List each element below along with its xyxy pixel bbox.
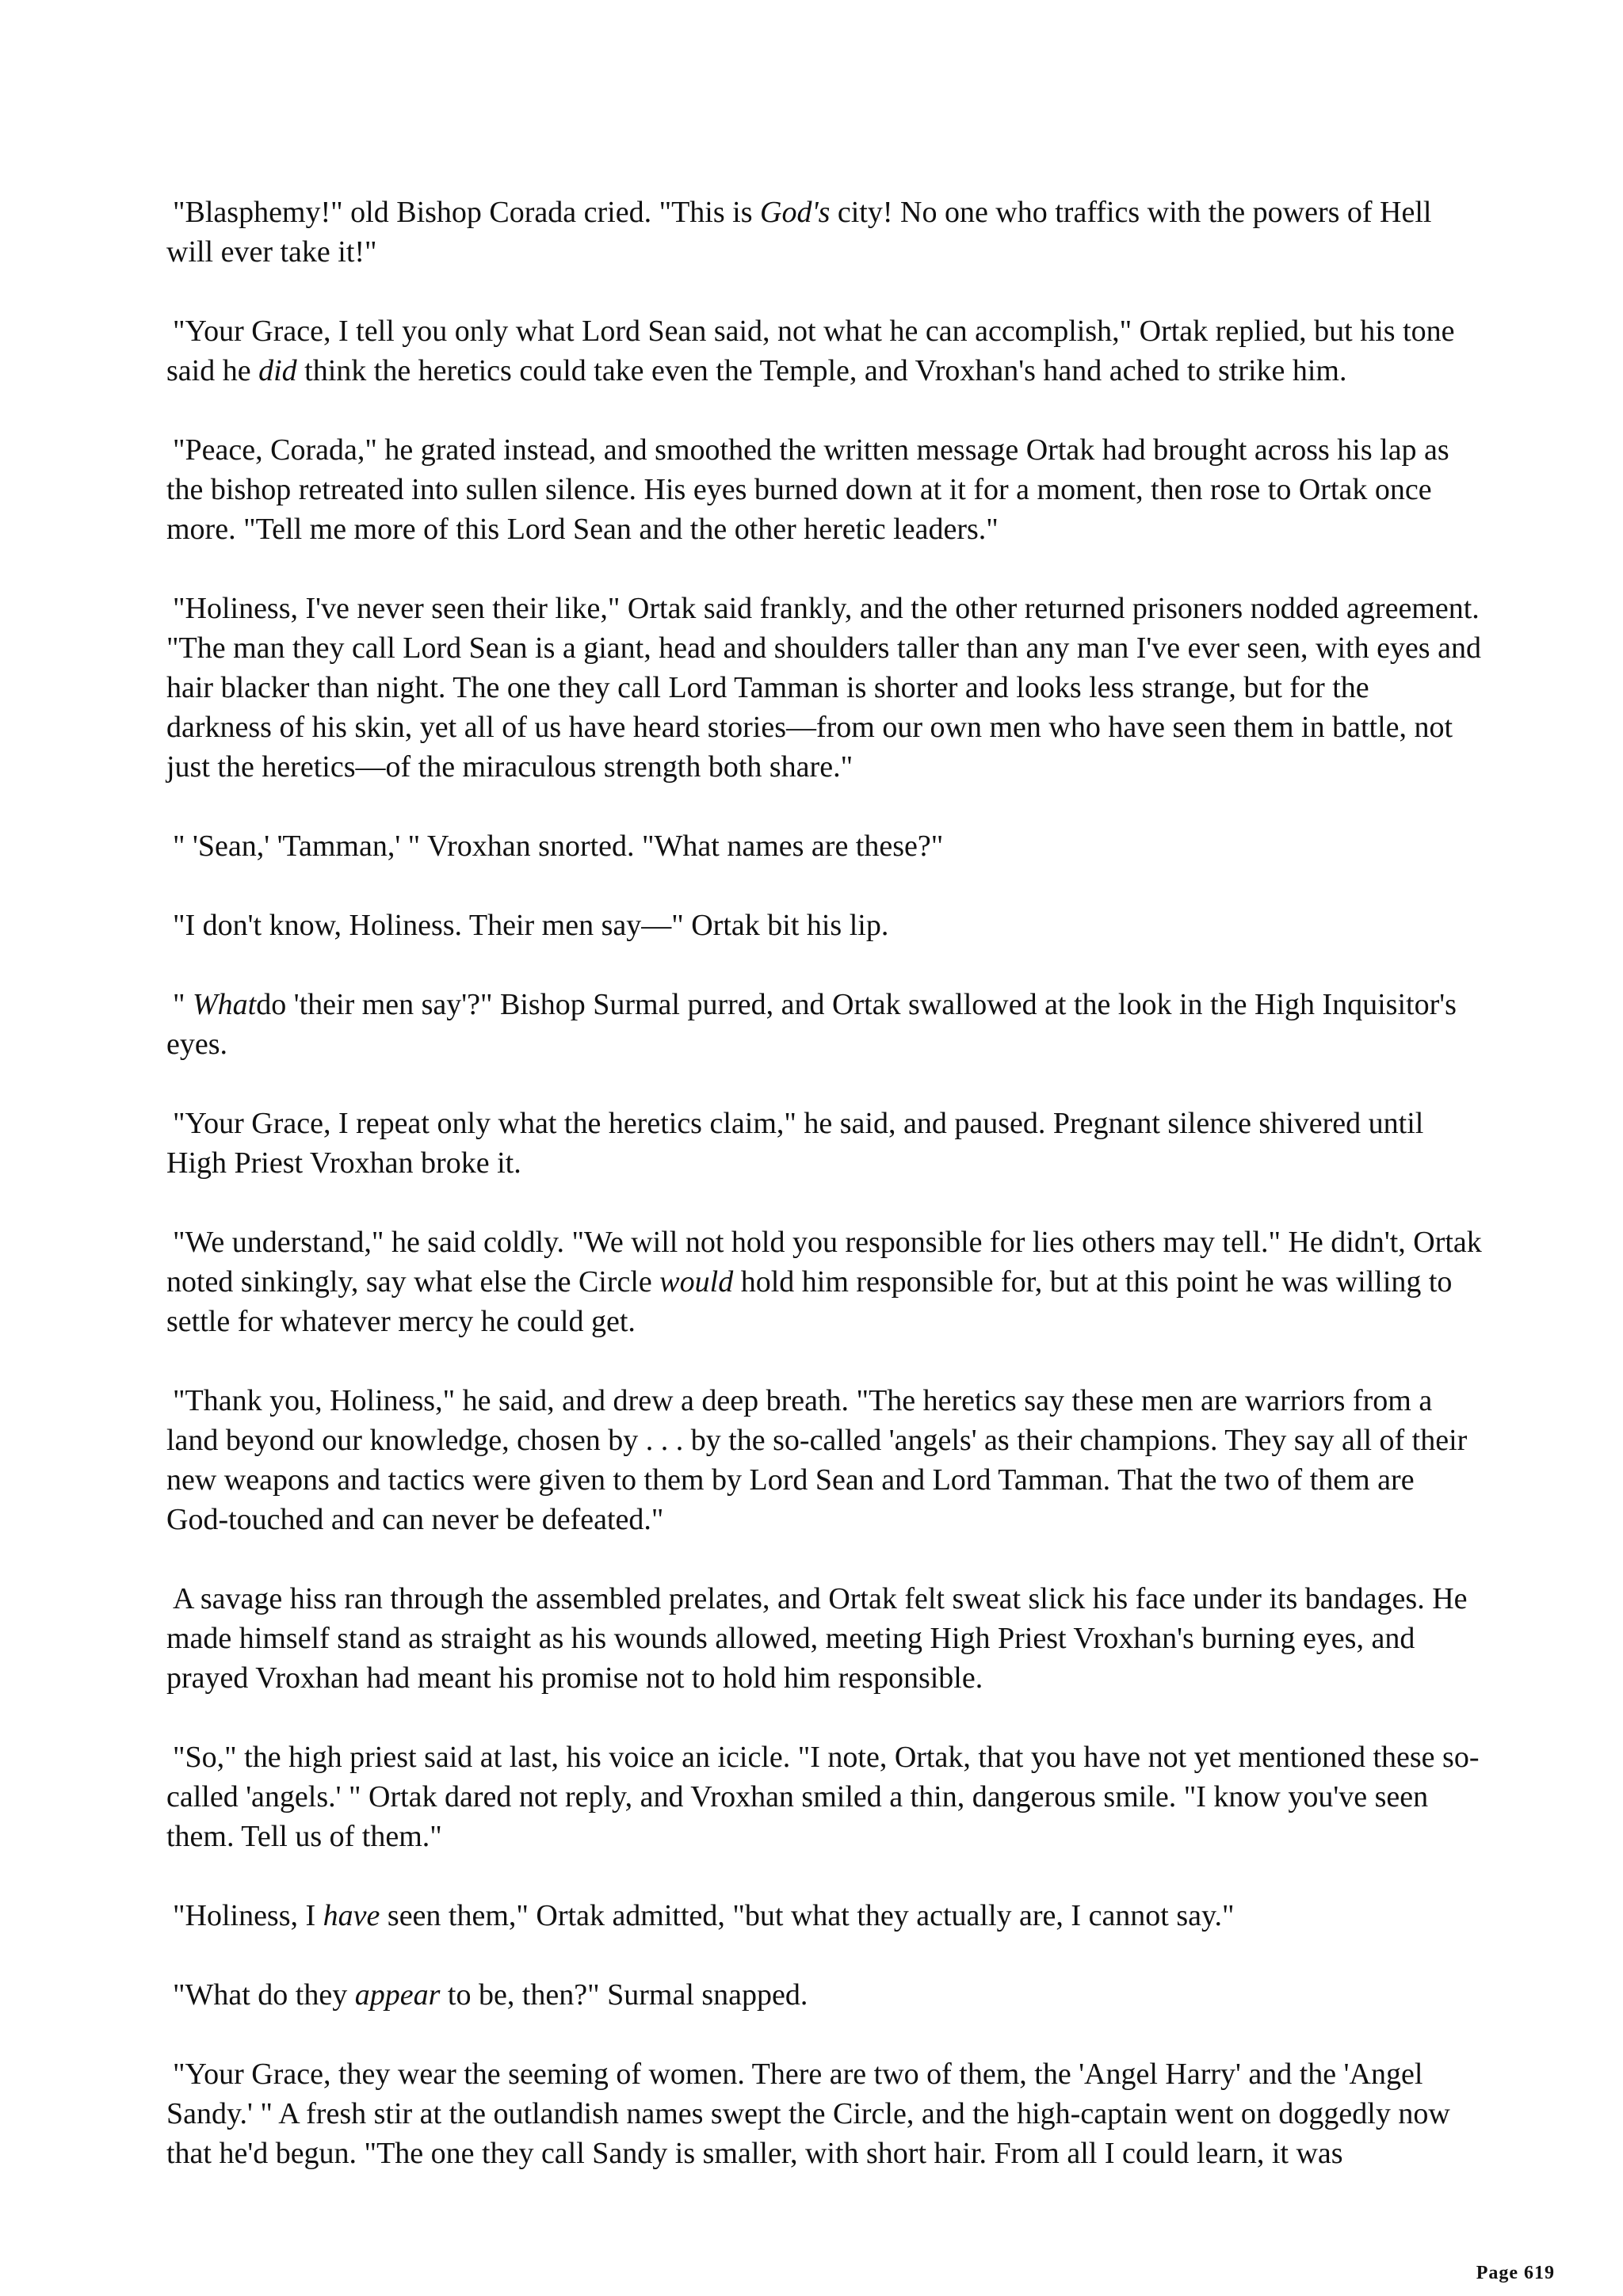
- italic-text: appear: [354, 1978, 441, 2012]
- paragraph: [166, 1896, 1482, 1936]
- text-run: "Your Grace, they wear the seeming of women. There are two of them, the 'Angel Harry' and the 'Angel Sandy.' " A fresh stir at the outlandish names swept the Circle, and the high-captain went on doggedly now that he'd begun. "The one they call Sandy is smaller, with short hair. From all I could learn, it was: [166, 2058, 1450, 2170]
- paragraph: [166, 1579, 1482, 1698]
- text-run: think the heretics could take even the Temple, and Vroxhan's hand ached to strike him.: [296, 354, 1347, 387]
- paragraph: [166, 193, 1482, 272]
- text-run: "I don't know, Holiness. Their men say—" Ortak bit his lip.: [173, 909, 889, 942]
- paragraph: [166, 430, 1482, 549]
- text-run: "Blasphemy!" old Bishop Corada cried. "This is: [173, 196, 760, 229]
- page-number: Page 619: [1476, 2263, 1555, 2283]
- text-run: "So," the high priest said at last, his voice an icicle. "I note, Ortak, that you have not yet mentioned these so-called 'angels.' " Ortak dared not reply, and Vroxhan smiled a thin, dangerous smile. "I know you've seen them. Tell us of them.": [166, 1741, 1480, 1853]
- paragraph: [166, 1737, 1482, 1856]
- paragraph: [166, 906, 1482, 945]
- body-text: [166, 193, 1482, 2213]
- text-run: "What do they: [173, 1978, 355, 2012]
- italic-text: have: [323, 1899, 380, 1932]
- text-run: "Peace, Corada," he grated instead, and smoothed the written message Ortak had brought across his lap as the bishop retreated into sullen silence. His eyes burned down at it for a moment, then rose to Ortak once more. "Tell me more of this Lord Sean and the other heretic leaders.": [166, 433, 1449, 546]
- text-run: do 'their men say'?" Bishop Surmal purred, and Ortak swallowed at the look in the High Inquisitor's eyes.: [166, 988, 1457, 1061]
- paragraph: [166, 2054, 1482, 2173]
- paragraph: [166, 1381, 1482, 1539]
- italic-text: God's: [760, 196, 831, 229]
- text-run: "Your Grace, I repeat only what the heretics claim," he said, and paused. Pregnant silence shivered until High Priest Vroxhan broke it.: [166, 1107, 1424, 1180]
- paragraph: [166, 826, 1482, 866]
- paragraph: [166, 311, 1482, 391]
- text-run: "Your Grace, I tell you only what Lord Sean said, not what he can accomplish," Ortak replied, but his tone said he: [166, 315, 1455, 387]
- text-run: "We understand," he said coldly. "We will not hold you responsible for lies others may tell." He didn't, Ortak noted sinkingly, say what else the Circle: [166, 1226, 1482, 1299]
- text-run: " 'Sean,' 'Tamman,' " Vroxhan snorted. "What names are these?": [173, 830, 944, 863]
- text-run: city! No one who traffics with the powers of Hell will ever take it!": [166, 196, 1432, 269]
- paragraph: [166, 985, 1482, 1064]
- text-run: "Holiness, I: [173, 1899, 323, 1932]
- text-run: ": [173, 988, 193, 1021]
- text-run: "Holiness, I've never seen their like," Ortak said frankly, and the other returned prisoners nodded agreement. "The man they call Lord Sean is a giant, head and shoulders taller than any man I've ever seen, with eyes and hair blacker than night. The one they call Lord Tamman is shorter and looks less strange, but for the darkness of his skin, yet all of us have heard stories—from our own men who have seen them in battle, not just the heretics—of the miraculous strength both share.": [166, 592, 1481, 784]
- paragraph: [166, 1975, 1482, 2015]
- text-run: to be, then?" Surmal snapped.: [440, 1978, 808, 2012]
- text-run: "Thank you, Holiness," he said, and drew a deep breath. "The heretics say these men are warriors from a land beyond our knowledge, chosen by . . . by the so-called 'angels' as their champions. They say all of their new weapons and tactics were given to them by Lord Sean and Lord Tamman. That the two of them are God-touched and can never be defeated.": [166, 1384, 1468, 1536]
- paragraph: [166, 589, 1482, 787]
- italic-text: What: [193, 988, 257, 1021]
- paragraph: [166, 1104, 1482, 1183]
- text-run: A savage hiss ran through the assembled prelates, and Ortak felt sweat slick his face under its bandages. He made himself stand as straight as his wounds allowed, meeting High Priest Vroxhan's burning eyes, and prayed Vroxhan had meant his promise not to hold him responsible.: [166, 1582, 1468, 1695]
- italic-text: would: [659, 1265, 734, 1299]
- italic-text: did: [258, 354, 297, 387]
- paragraph: [166, 1222, 1482, 1341]
- text-run: hold him responsible for, but at this point he was willing to settle for whatever mercy he could get.: [166, 1265, 1453, 1338]
- text-run: seen them," Ortak admitted, "but what they actually are, I cannot say.": [380, 1899, 1235, 1932]
